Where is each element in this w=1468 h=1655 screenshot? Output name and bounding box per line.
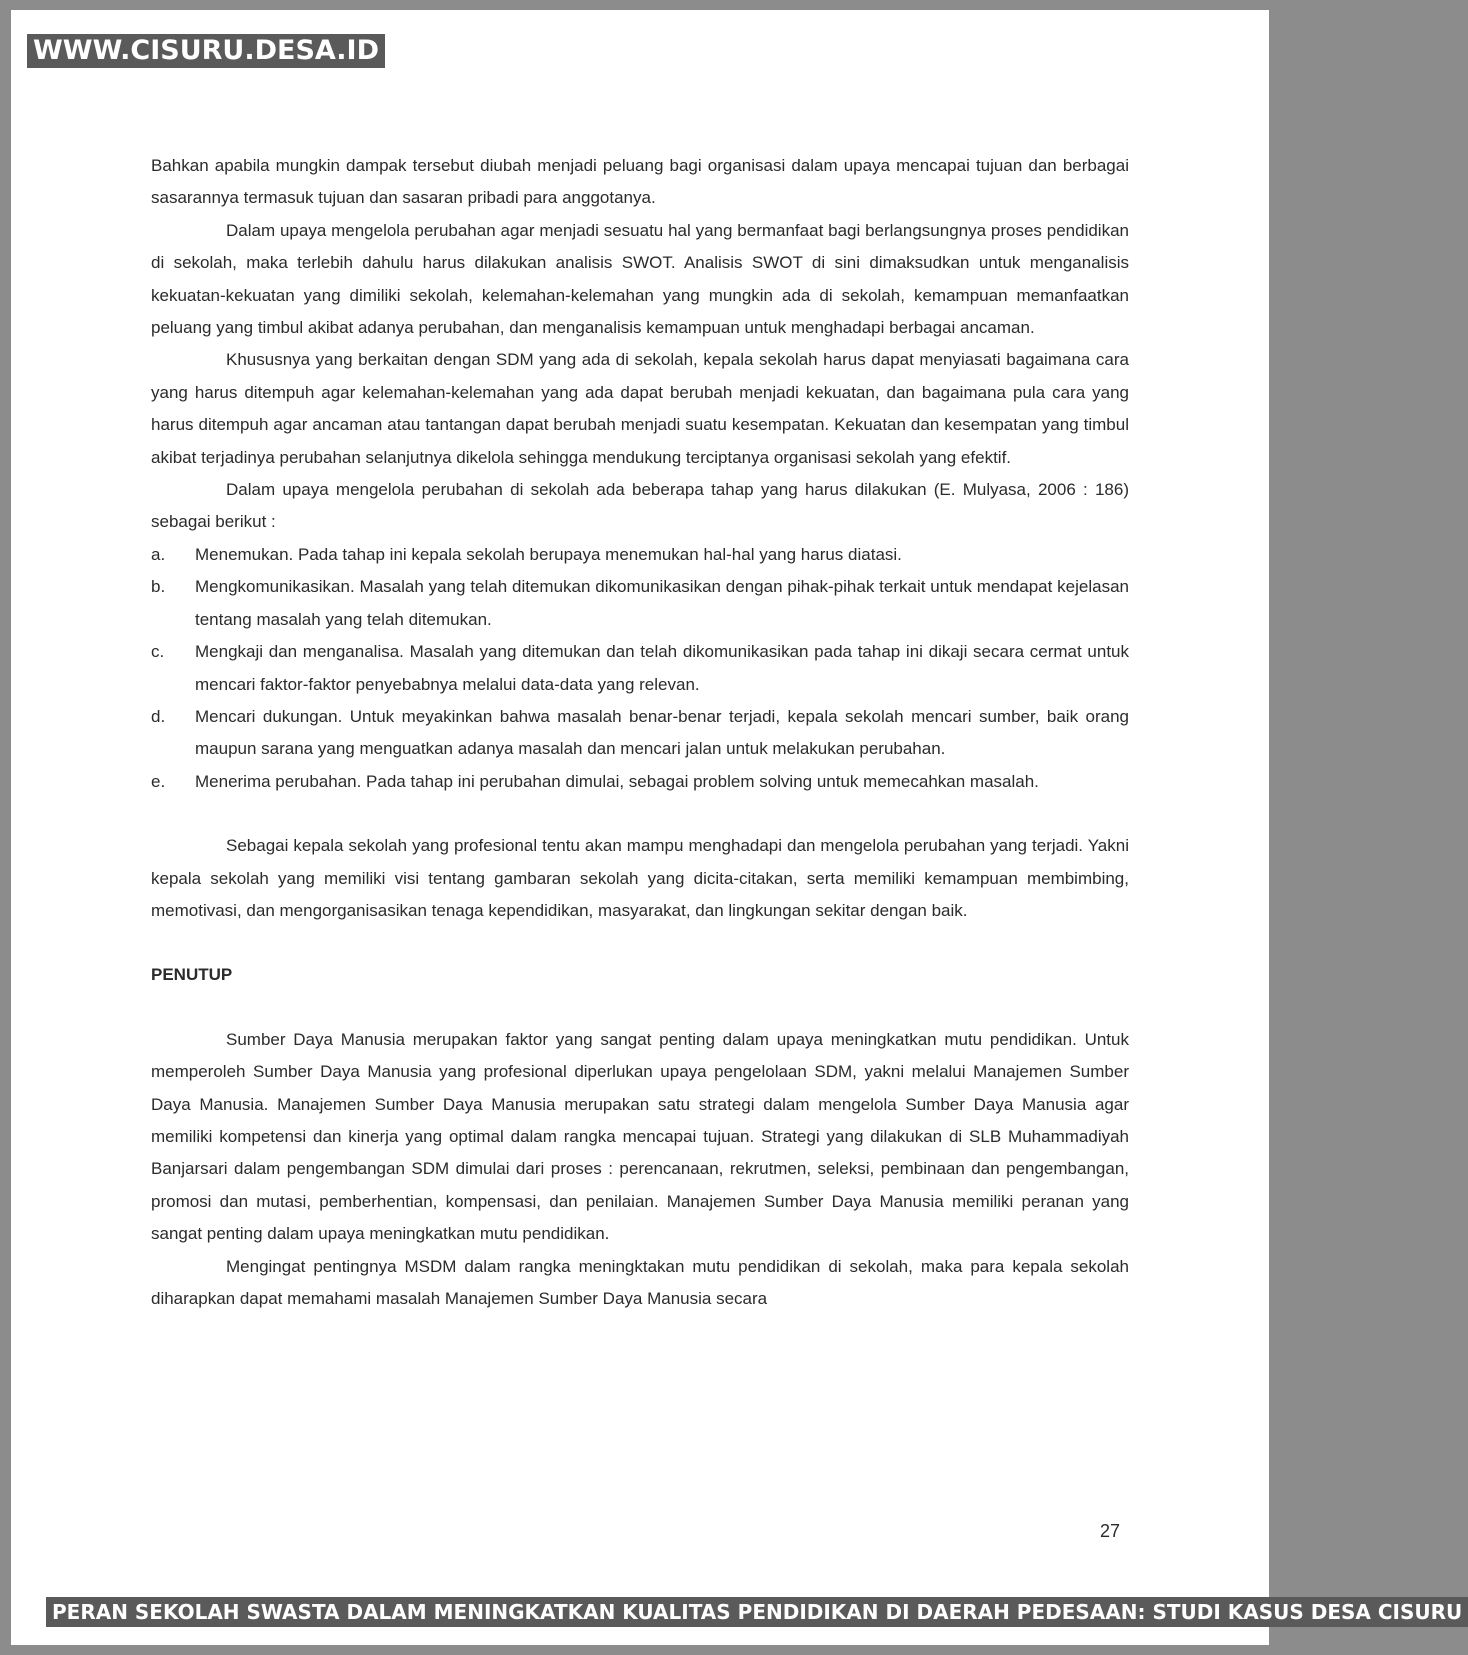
list-item-text: Mengkomunikasikan. Masalah yang telah ditemukan dikomunikasikan dengan pihak-pihak terkait untuk mendapat kejelasan tentang masalah yang telah ditemukan.: [195, 577, 1129, 629]
spacer: [151, 927, 1129, 959]
site-watermark: WWW.CISURU.DESA.ID: [26, 33, 386, 69]
paragraph: Sebagai kepala sekolah yang profesional tentu akan mampu menghadapi dan mengelola perubahan yang terjadi. Yakni kepala sekolah yang memiliki visi tentang gambaran sekolah yang dicita-citakan, serta memiliki kemampuan membimbing, memotivasi, dan mengorganisasikan tenaga kependidikan, masyarakat, dan lingkungan sekitar dengan baik.: [151, 836, 1129, 920]
list-item: [151, 539, 1129, 571]
paragraph: Dalam upaya mengelola perubahan di sekolah ada beberapa tahap yang harus dilakukan (E. Mulyasa, 2006 : 186) sebagai berikut :: [151, 480, 1129, 532]
list-item: [151, 701, 1129, 766]
paragraph: Sumber Daya Manusia merupakan faktor yang sangat penting dalam upaya meningkatkan mutu pendidikan. Untuk memperoleh Sumber Daya Manusia yang profesional diperlukan upaya pengelolaan SDM, yakni melalui Manajemen Sumber Daya Manusia. Manajemen Sumber Daya Manusia merupakan satu strategi dalam mengelola Sumber Daya Manusia agar memiliki kompetensi dan kinerja yang optimal dalam rangka mencapai tujuan. Strategi yang dilakukan di SLB Muhammadiyah Banjarsari dalam pengembangan SDM dimulai dari proses : perencanaan, rekrutmen, seleksi, pembinaan dan pengembangan, promosi dan mutasi, pemberhentian, kompensasi, dan penilaian. Manajemen Sumber Daya Manusia memiliki peranan yang sangat penting dalam upaya meningkatkan mutu pendidikan.: [151, 1029, 1129, 1244]
spacer: [151, 798, 1129, 830]
caption-banner: PERAN SEKOLAH SWASTA DALAM MENINGKATKAN KUALITAS PENDIDIKAN DI DAERAH PEDESAAN: STUDI KASUS DESA CISURU: [46, 1597, 1468, 1627]
list-marker: c.: [151, 642, 165, 662]
list-item: [151, 636, 1129, 701]
list-marker: e.: [151, 771, 166, 791]
paragraph: Bahkan apabila mungkin dampak tersebut diubah menjadi peluang bagi organisasi dalam upaya mencapai tujuan dan berbagai sasarannya termasuk tujuan dan sasaran pribadi para anggotanya.: [151, 156, 1129, 208]
list-item-text: Mengkaji dan menganalisa. Masalah yang ditemukan dan telah dikomunikasikan pada tahap ini dikaji secara cermat untuk mencari faktor-faktor penyebabnya melalui data-data yang relevan.: [195, 642, 1129, 694]
paragraph: Khususnya yang berkaitan dengan SDM yang ada di sekolah, kepala sekolah harus dapat menyiasati bagaimana cara yang harus ditempuh agar kelemahan-kelemahan yang ada dapat berubah menjadi kekuatan, dan bagaimana pula cara yang harus ditempuh agar ancaman atau tantangan dapat berubah menjadi suatu kesempatan. Kekuatan dan kesempatan yang timbul akibat terjadinya perubahan selanjutnya dikelola sehingga mendukung terciptanya organisasi sekolah yang efektif.: [151, 350, 1129, 467]
list-item-text: Mencari dukungan. Untuk meyakinkan bahwa masalah benar-benar terjadi, kepala sekolah mencari sumber, baik orang maupun sarana yang menguatkan adanya masalah dan mencari jalan untuk melakukan perubahan.: [195, 706, 1129, 759]
list-item-text: Menemukan. Pada tahap ini kepala sekolah berupaya menemukan hal-hal yang harus diatasi.: [195, 544, 902, 564]
list-item: [151, 766, 1129, 798]
document-body: [151, 150, 1129, 1315]
section-heading: PENUTUP: [151, 965, 233, 985]
steps-list: [151, 539, 1129, 798]
paragraph: Dalam upaya mengelola perubahan agar menjadi sesuatu hal yang bermanfaat bagi berlangsungnya proses pendidikan di sekolah, maka terlebih dahulu harus dilakukan analisis SWOT. Analisis SWOT di sini dimaksudkan untuk menganalisis kekuatan-kekuatan yang dimiliki sekolah, kelemahan-kelemahan yang mungkin ada di sekolah, kemampuan memanfaatkan peluang yang timbul akibat adanya perubahan, dan menganalisis kemampuan untuk menghadapi berbagai ancaman.: [151, 220, 1129, 338]
list-marker: d.: [151, 706, 166, 726]
list-marker: a.: [151, 544, 166, 564]
page-number: 27: [1100, 1521, 1121, 1541]
list-item-text: Menerima perubahan. Pada tahap ini perubahan dimulai, sebagai problem solving untuk memecahkan masalah.: [195, 771, 1039, 791]
spacer: [151, 992, 1129, 1024]
paragraph: Mengingat pentingnya MSDM dalam rangka meningktakan mutu pendidikan di sekolah, maka para kepala sekolah diharapkan dapat memahami masalah Manajemen Sumber Daya Manusia secara: [151, 1256, 1129, 1308]
list-marker: b.: [151, 577, 166, 597]
list-item: [151, 571, 1129, 636]
